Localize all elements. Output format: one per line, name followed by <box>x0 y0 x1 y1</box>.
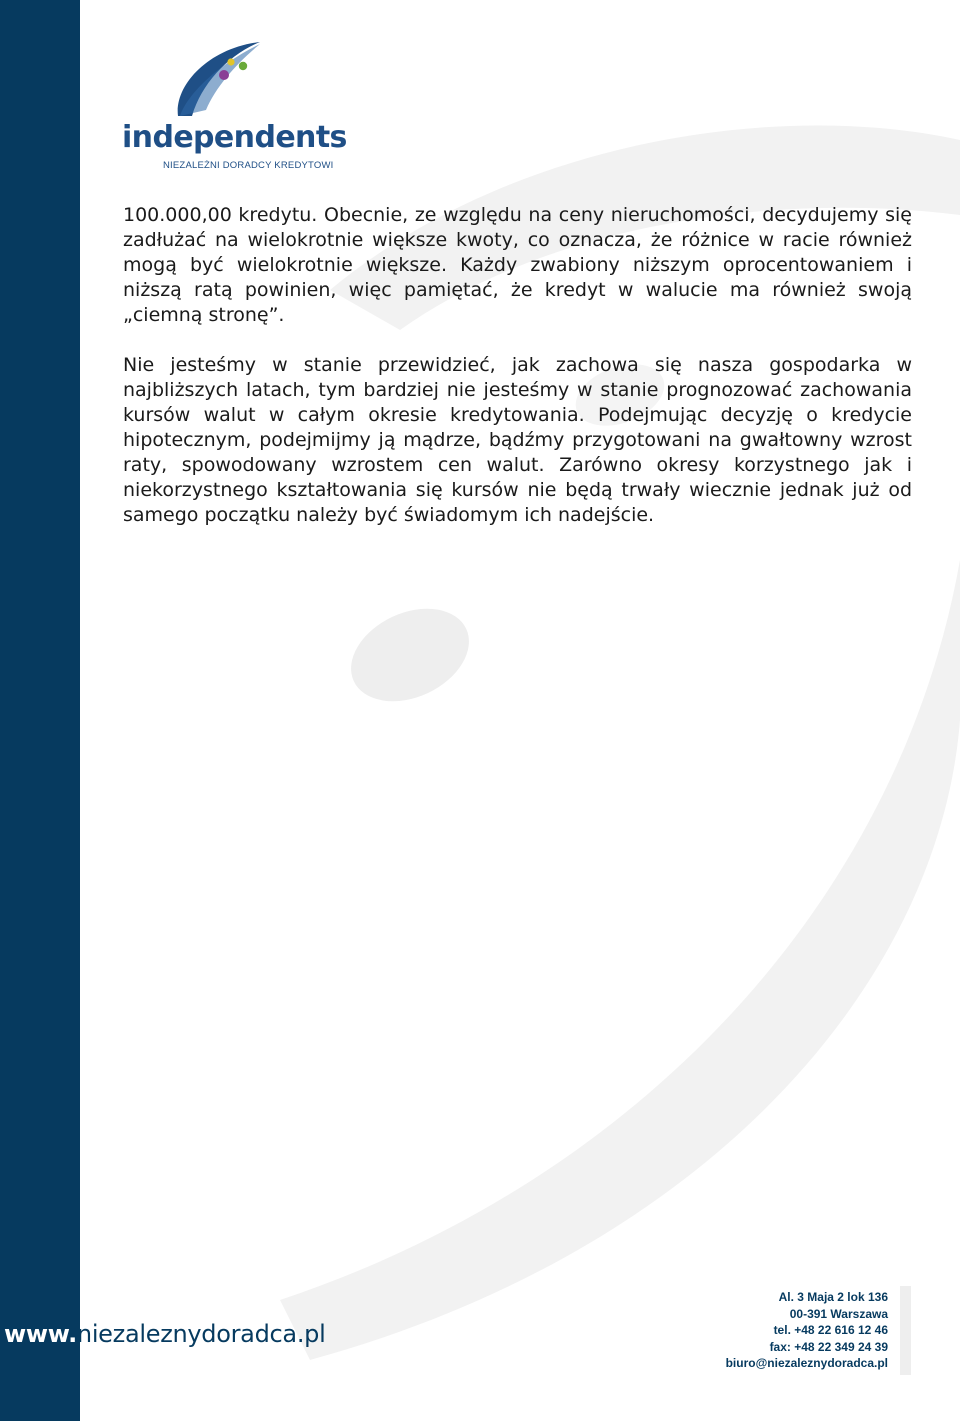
address-city: 00-391 Warszawa <box>789 1306 888 1321</box>
logo-yellow-dot-icon <box>227 58 234 65</box>
address-phone: tel. +48 22 616 12 46 <box>773 1323 888 1337</box>
address-fax: fax: +48 22 349 24 39 <box>769 1339 888 1354</box>
footer-website-link[interactable] <box>4 1320 325 1348</box>
document-body <box>123 203 912 553</box>
address-divider <box>900 1286 911 1375</box>
paragraph-2: Nie jesteśmy w stanie przewidzieć, jak zachowa się nasza gospodarka w najbliższych latach, tym bardziej nie jesteśmy w stanie prognozować zachowania kursów walut w całym okresie kredytowania. Podejmując decyzję o kredycie hipotecznym, podejmijmy ją mądrze, bądźmy przygotowani na gwałtowny wzrost raty, spowodowany wzrostem cen walut. Zarówno okresy korzystnego jak i niekorzystnego kształtowania się kursów nie będą trwały wiecznie jednak już od samego początku należy być świadomym ich nadejście. <box>123 354 912 526</box>
website-prefix: www. <box>4 1320 77 1348</box>
logo-wordmark: independents <box>122 120 347 155</box>
website-domain: niezaleznydoradca.pl <box>76 1320 326 1348</box>
company-logo <box>120 36 347 176</box>
logo-swoosh-icon <box>120 36 330 120</box>
logo-purple-dot-icon <box>219 70 229 80</box>
sidebar-stripe <box>0 0 80 1421</box>
paragraph-1: 100.000,00 kredytu. Obecnie, ze względu na ceny nieruchomości, decydujemy się zadłużać na wielokrotnie większe kwoty, co oznacza, że różnice w racie również mogą być wielokrotnie większe. Każdy zwabiony niższym oprocentowaniem i niższą ratą powinien, więc pamiętać, że kredyt w walucie ma również swoją „ciemną stronę”. <box>123 204 912 326</box>
logo-tagline: NIEZALEŻNI DORADCY KREDYTOWI <box>163 160 334 171</box>
address-email[interactable]: biuro@niezaleznydoradca.pl <box>725 1356 888 1370</box>
logo-green-dot-icon <box>239 62 247 70</box>
footer-address-block <box>726 1289 888 1372</box>
address-street: Al. 3 Maja 2 lok 136 <box>778 1290 888 1304</box>
